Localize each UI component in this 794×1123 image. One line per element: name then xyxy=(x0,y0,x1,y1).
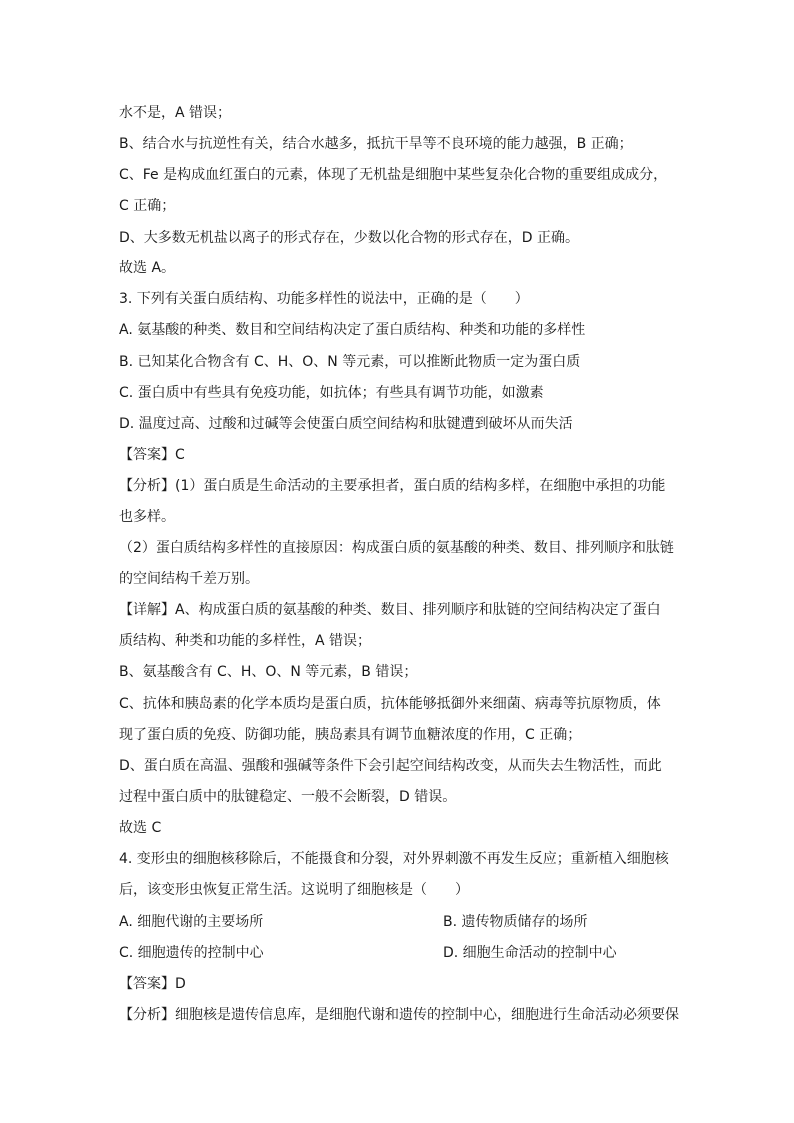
option-c: C. 蛋白质中有些具有免疫功能，如抗体；有些具有调节功能，如激素 xyxy=(119,385,544,401)
option-c: C. 细胞遗传的控制中心 xyxy=(119,945,264,961)
text-line: 后，该变形虫恢复正常生活。这说明了细胞核是（ ） xyxy=(119,882,469,898)
text-line: 【分析】(1）蛋白质是生命活动的主要承担者，蛋白质的结构多样，在细胞中承担的功能 xyxy=(119,478,666,494)
answer-line: 【答案】C xyxy=(119,447,185,463)
text-line: （2）蛋白质结构多样性的直接原因：构成蛋白质的氨基酸的种类、数目、排列顺序和肽链 xyxy=(119,540,674,556)
option-a: A. 细胞代谢的主要场所 xyxy=(119,914,264,930)
text-line: 也多样。 xyxy=(119,509,175,525)
text-line: 故选 A。 xyxy=(119,260,176,276)
text-line: C、Fe 是构成血红蛋白的元素，体现了无机盐是细胞中某些复杂化合物的重要组成成分， xyxy=(119,167,668,183)
text-line: B、氨基酸含有 C、H、O、N 等元素，B 错误； xyxy=(119,664,418,680)
option-d: D. 细胞生命活动的控制中心 xyxy=(443,945,617,961)
option-d: D. 温度过高、过酸和过碱等会使蛋白质空间结构和肽键遭到破坏从而失活 xyxy=(119,416,573,432)
answer-line: 【答案】D xyxy=(119,976,186,992)
option-a: A. 氨基酸的种类、数目和空间结构决定了蛋白质结构、种类和功能的多样性 xyxy=(119,322,586,338)
question-3-stem: 3. 下列有关蛋白质结构、功能多样性的说法中，正确的是（ ） xyxy=(119,291,529,307)
text-line: C 正确； xyxy=(119,198,176,214)
question-4-stem: 4. 变形虫的细胞核移除后，不能摄食和分裂，对外界刺激不再发生反应；重新植入细胞核 xyxy=(119,851,669,867)
option-b: B. 遗传物质储存的场所 xyxy=(443,914,588,930)
text-line: 【详解】A、构成蛋白质的氨基酸的种类、数目、排列顺序和肽链的空间结构决定了蛋白 xyxy=(119,602,661,618)
option-b: B. 已知某化合物含有 C、H、O、N 等元素，可以推断此物质一定为蛋白质 xyxy=(119,354,581,370)
text-line: 水不是，A 错误； xyxy=(119,105,232,121)
text-line: C、抗体和胰岛素的化学本质均是蛋白质，抗体能够抵御外来细菌、病毒等抗原物质，体 xyxy=(119,696,661,712)
text-line: D、蛋白质在高温、强酸和强碱等条件下会引起空间结构改变，从而失去生物活性，而此 xyxy=(119,758,662,774)
text-line: 现了蛋白质的免疫、防御功能，胰岛素具有调节血糖浓度的作用，C 正确； xyxy=(119,727,582,743)
text-line: 【分析】细胞核是遗传信息库，是细胞代谢和遗传的控制中心，细胞进行生命活动必须要保 xyxy=(119,1007,679,1023)
text-line: 质结构、种类和功能的多样性，A 错误； xyxy=(119,633,372,649)
text-line: 故选 C xyxy=(119,820,162,836)
text-line: B、结合水与抗逆性有关，结合水越多，抵抗干旱等不良环境的能力越强，B 正确； xyxy=(119,136,633,152)
text-line: 过程中蛋白质中的肽键稳定、一般不会断裂，D 错误。 xyxy=(119,789,457,805)
text-line: 的空间结构千差万别。 xyxy=(119,571,259,587)
text-line: D、大多数无机盐以离子的形式存在，少数以化合物的形式存在，D 正确。 xyxy=(119,230,580,246)
